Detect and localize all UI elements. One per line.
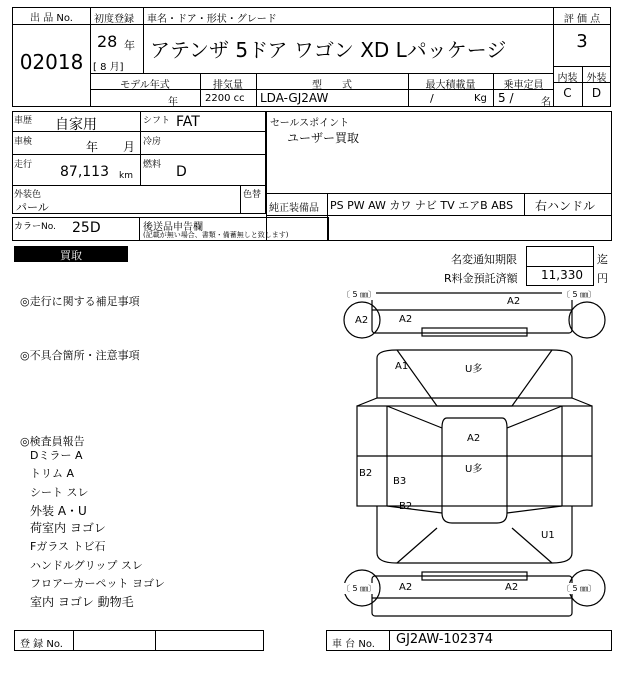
history-label: 車歴 [14, 116, 33, 126]
inspector-report-title: ◎検査員報告 [20, 435, 85, 448]
equipment-label: 純正装備品 [269, 203, 319, 214]
mark-front-wheel: A2 [355, 315, 369, 326]
name-change-field [526, 246, 594, 267]
mileage-label: 走行 [14, 160, 33, 170]
details-block [12, 111, 266, 214]
interior-label: 内装 [557, 73, 578, 84]
first-registration-label: 初度登録 [94, 14, 134, 25]
recycle-label: R料金預託済額 [444, 272, 518, 285]
shift-label: シフト [143, 116, 171, 126]
model-year-label: モデル年式 [120, 80, 170, 91]
tire-depth-front-right: 〔 5 ㎜〕 [562, 290, 597, 299]
fuel-label: 燃料 [143, 160, 162, 170]
equipment: PS PW AW カワ ナビ TV エアB ABS [330, 199, 514, 212]
mark-a1: A1 [395, 361, 409, 372]
displacement-label: 排気量 [213, 80, 243, 91]
recycle-amount: 11,330 [541, 268, 583, 282]
aftermarket-label: 後送品申告欄 [143, 222, 203, 233]
capacity-label: 乗車定員 [503, 80, 544, 91]
lot-number-label: 出 品 No. [30, 13, 73, 24]
interior-grade: C [563, 86, 572, 100]
first-registration-month: [ 8 月] [93, 62, 124, 73]
recolor-label: 色替 [243, 190, 262, 200]
mark-b2-left: B2 [359, 468, 373, 479]
first-registration-year: 28 [97, 32, 118, 51]
color-number: 25D [72, 220, 101, 236]
name-change-label: 名変通知期限 [451, 253, 517, 266]
model-year-unit: 年 [168, 97, 178, 108]
chassis-number-label: 車 台 No. [332, 639, 375, 650]
inspection-label: 車検 [14, 137, 33, 147]
registration-number-label: 登 録 No. [20, 639, 63, 650]
car-diagram [337, 288, 612, 623]
type-label: 型 式 [312, 80, 352, 91]
max-load: / [430, 92, 434, 105]
report-line: Dミラー A [30, 449, 83, 462]
year-unit: 年 [124, 39, 135, 52]
inspection-year: 年 [86, 140, 99, 154]
report-line: フロアーカーペット ヨゴレ [30, 577, 165, 590]
score-label: 評 価 点 [563, 14, 601, 25]
type: LDA-GJ2AW [260, 91, 329, 105]
capacity-unit: 名 [541, 97, 551, 108]
mark-u1: U1 [541, 530, 555, 541]
mark-front-bumper: A2 [507, 296, 521, 307]
mileage-unit: km [119, 171, 133, 181]
fuel: D [176, 164, 187, 180]
mark-front-inner: A2 [399, 314, 413, 325]
recycle-unit: 円 [597, 272, 608, 285]
defect-notes-title: ◎不具合箇所・注意事項 [20, 349, 140, 362]
mark-rear-a2-left: A2 [399, 582, 413, 593]
report-line: 外装 A・U [30, 504, 87, 518]
chassis-number: GJ2AW-102374 [396, 632, 494, 647]
color-label: 外装色 [14, 190, 42, 200]
report-line: 荷室内 ヨゴレ [30, 521, 106, 535]
tire-depth-rear-right: 〔 5 ㎜〕 [562, 584, 597, 593]
mark-b3: B3 [393, 476, 407, 487]
mark-hood: U多 [465, 364, 483, 375]
report-line: Fガラス トビ石 [30, 540, 106, 553]
car-name: アテンザ 5ドア ワゴン XD Lパッケージ [150, 38, 507, 62]
report-line: シート スレ [30, 486, 89, 499]
capacity: 5 / [498, 91, 514, 105]
buy-label: 買取 [60, 249, 82, 262]
displacement: 2200 cc [205, 93, 245, 104]
exterior-label: 外装 [586, 73, 607, 84]
tire-depth-front-left: 〔 5 ㎜〕 [342, 290, 377, 299]
score: 3 [576, 31, 588, 52]
ac-label: 冷房 [143, 137, 162, 147]
color: パール [16, 201, 49, 214]
aftermarket-note: (記載が無い場合、書類・備蓄無しと致します) [143, 231, 289, 239]
report-line: 室内 ヨゴレ 動物毛 [30, 595, 134, 609]
lot-number: 02018 [19, 50, 84, 74]
max-load-label: 最大積載量 [425, 80, 476, 91]
exterior-grade: D [591, 86, 602, 100]
name-change-unit: 迄 [597, 253, 608, 266]
driving-notes-title: ◎走行に関する補足事項 [20, 295, 140, 308]
car-outline-graphic [337, 288, 612, 623]
mark-roof-u: U多 [465, 464, 483, 475]
mileage: 87,113 [60, 164, 109, 180]
handle: 右ハンドル [535, 199, 596, 213]
history: 自家用 [55, 117, 97, 133]
color-number-label: カラーNo. [14, 222, 56, 232]
shift: FAT [176, 114, 200, 130]
report-line: トリム A [30, 467, 75, 480]
mark-roof-a2: A2 [467, 433, 481, 444]
sales-point-label: セールスポイント [270, 118, 350, 129]
mark-b2-door: B2 [399, 501, 413, 512]
sales-point: ユーザー買取 [287, 131, 360, 145]
report-line: ハンドルグリップ スレ [30, 559, 143, 572]
max-load-unit: Kg [474, 93, 487, 104]
mark-rear-a2-right: A2 [505, 582, 519, 593]
car-name-label: 車名・ドア・形状・グレード [147, 14, 277, 25]
tire-depth-rear-left: 〔 5 ㎜〕 [342, 584, 377, 593]
inspection-month: 月 [123, 140, 136, 154]
